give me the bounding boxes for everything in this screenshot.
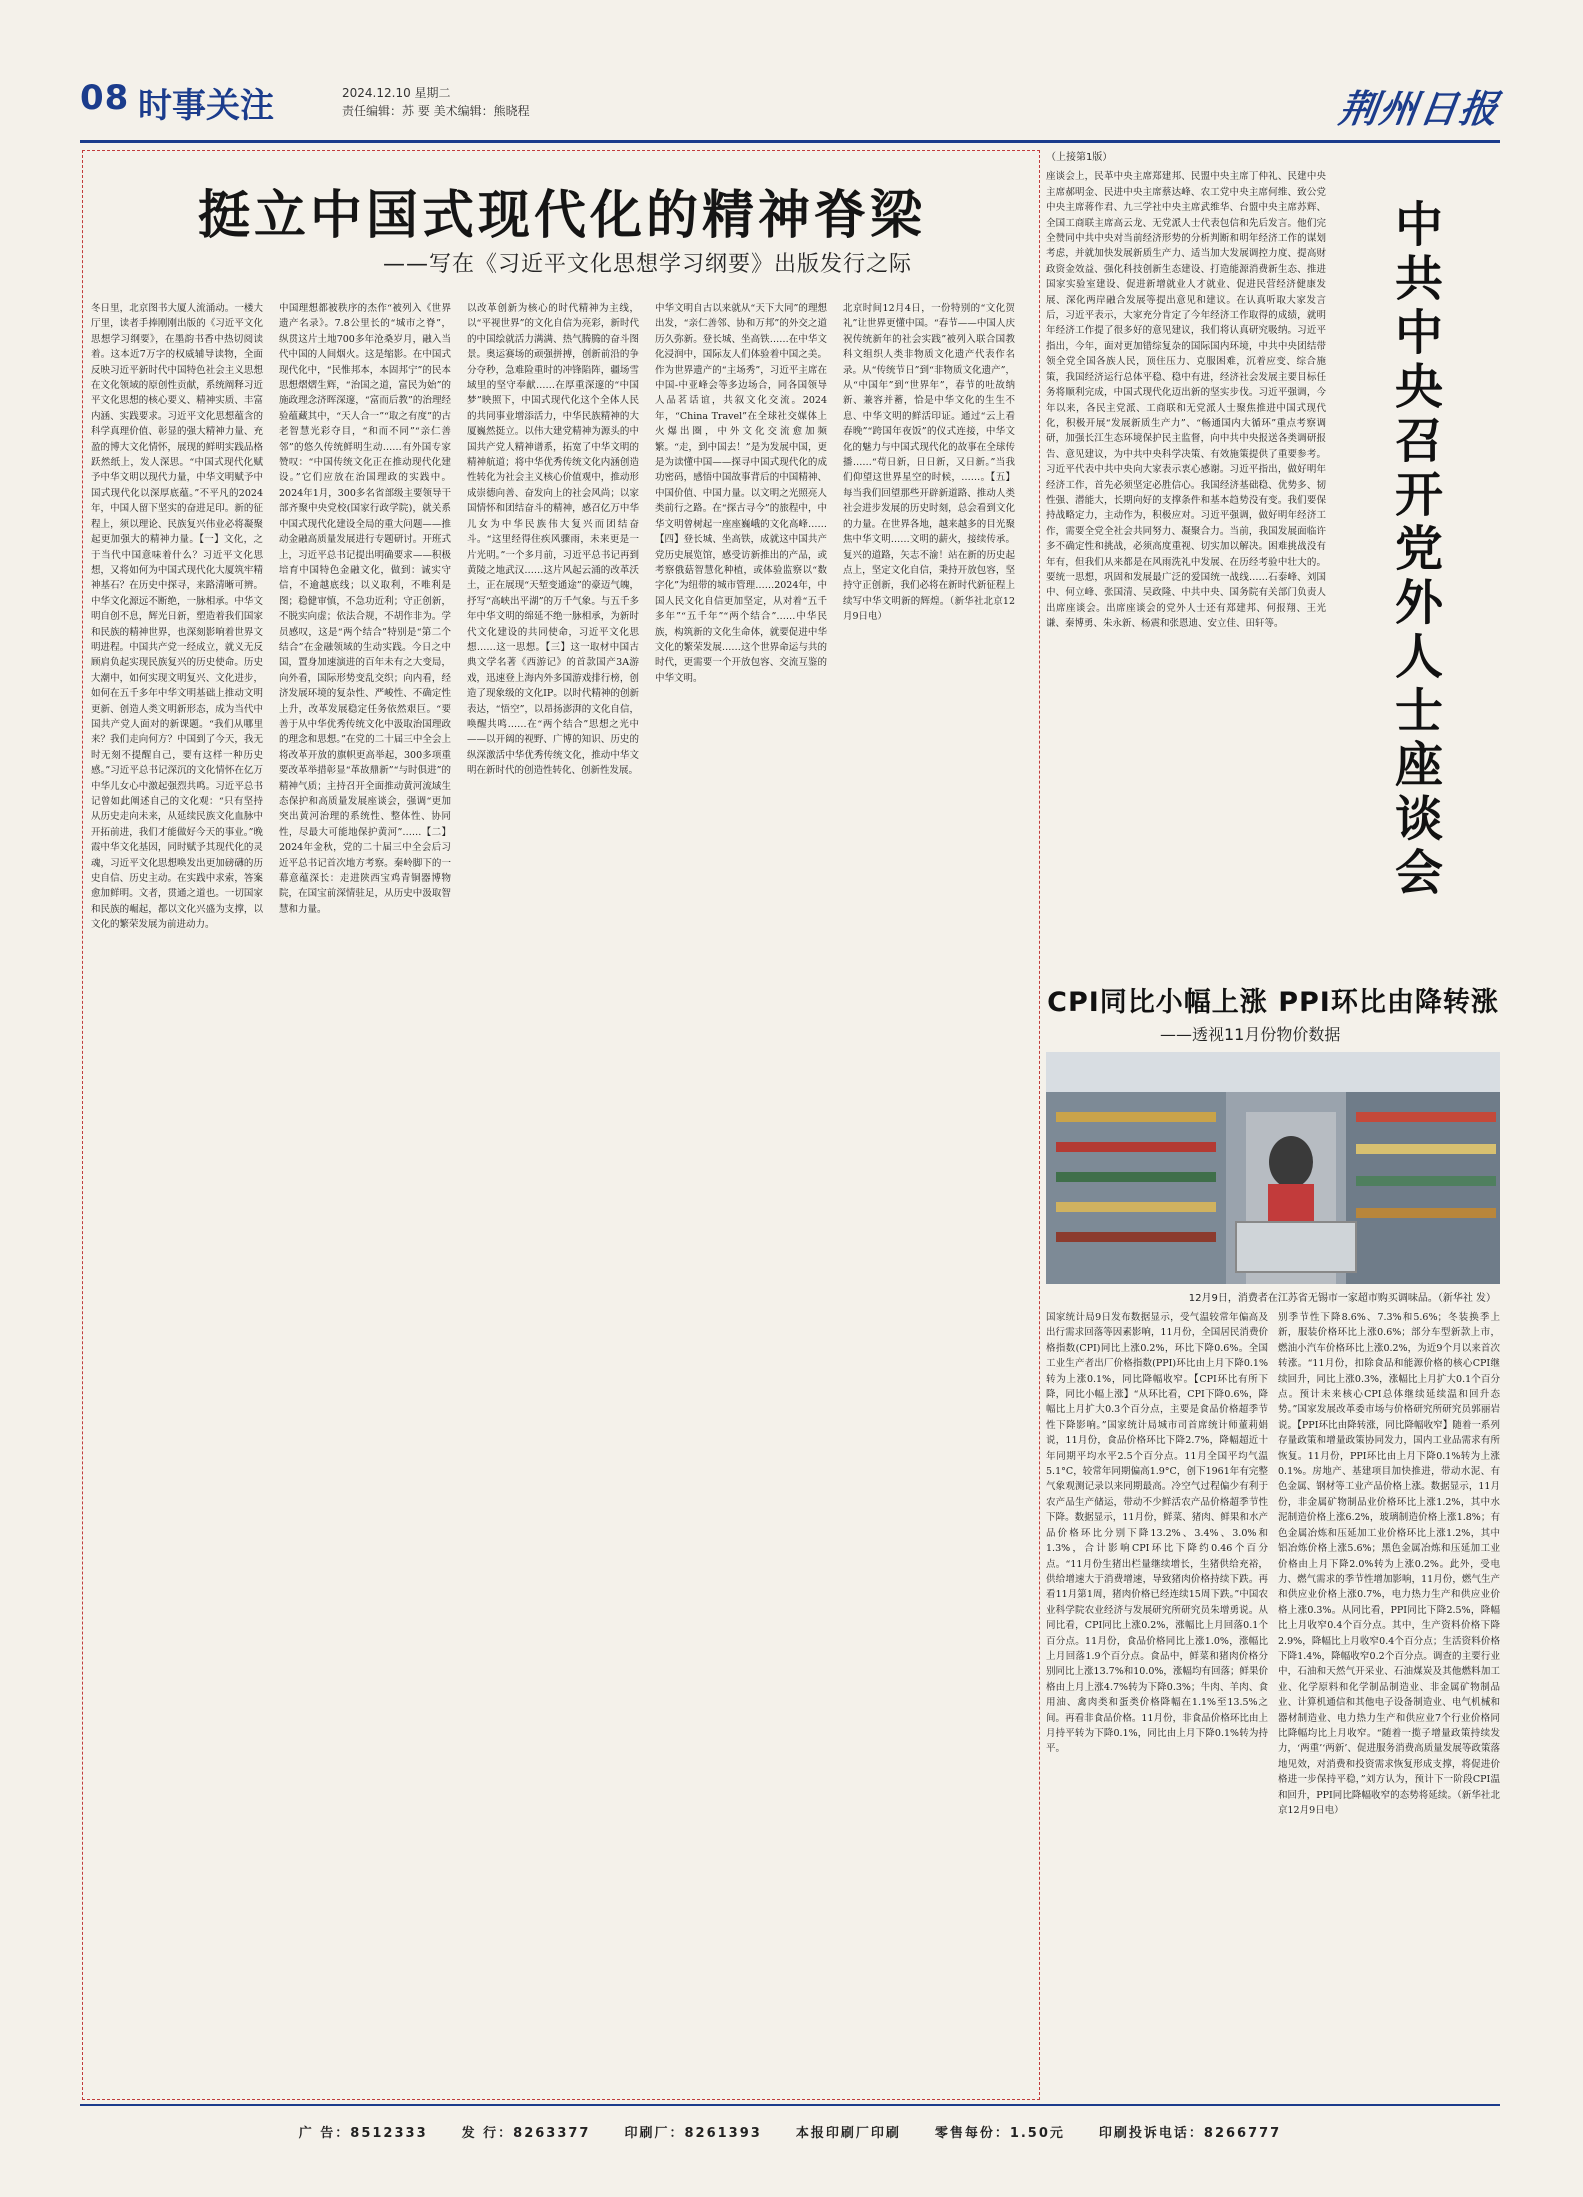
- footer: [80, 2108, 1500, 2158]
- cpi-subtitle: ——透视11月份物价数据: [1160, 1025, 1341, 1044]
- distribution-phone: 发 行：8263377: [461, 2126, 591, 2141]
- feature-article: [82, 150, 1040, 2100]
- retail-price: 零售每份：1.50元: [934, 2126, 1065, 2141]
- article-column: 冬日里，北京图书大厦人流涌动。一楼大厅里，读者手捧刚刚出版的《习近平文化思想学习纲要》，在墨韵书香中热切阅读着。这本近7万字的权威辅导读物，全面反映习近平新时代中国特色社会主义思想在文化领域的原创性贡献，系统阐释习近平文化思想的核心要义、精神实质、丰富内涵、实践要求。习近平文化思想蕴含的科学真理价值、彰显的强大精神力量、充盈的博大文化情怀，展现的鲜明实践品格跃然纸上，发人深思。“中国式现代化赋予中华文明以现代力量，中华文明赋予中国式现代化以深厚底蕴。”不平凡的2024年，中国人留下坚实的奋进足印。新的征程上，须以理论、民族复兴伟业必将凝聚起更加强大的精神力量。【一】文化，之于当代中国意味着什么？习近平文化思想，又将如何为中国式现代化大厦筑牢精神基石？在历史中探寻，来路清晰可辨。中华文化源远不断绝，一脉相承。中华文明自创不息，辉光日新，塑造着我们国家和民族的精神世界，也深刻影响着世界文明进程。中国共产党一经成立，就义无反顾肩负起实现民族复兴的历史使命。历史大潮中，如何实现文明复兴、文化进步，如何在五千多年中华文明基础上推动文明更新、创造人类文明新形态，成为当代中国共产党人面对的新课题。“我们从哪里来？我们走向何方？中国到了今天，我无时无刻不提醒自己，要有这样一种历史感。”习近平总书记深沉的文化情怀在亿万中华儿女心中激起强烈共鸣。习近平总书记曾如此阐述自己的文化观：“只有坚持从历史走向未来，从延续民族文化血脉中开拓前进，我们才能做好今天的事业。”晚霞中华文化基因，同时赋予其现代化的灵魂，习近平文化思想唤发出更加磅礴的历史自信、历史主动。在实践中求索，答案愈加鲜明。文者，贯通之道也。一切国家和民族的崛起，都以文化兴盛为支撑，以文化的繁荣发展为前进动力。: [91, 303, 263, 931]
- page-number: 08: [80, 78, 130, 118]
- cpi-column: 别季节性下降8.6%、7.3%和5.6%；冬装换季上新，服装价格环比上涨0.6%；部分车型新款上市，燃油小汽车价格环比上涨0.2%，为近9个月以来首次转涨。“11月份，扣除食品和能源价格的核心CPI继续回升，同比上涨0.3%，涨幅比上月扩大0.1个百分点。预计未来核心CPI总体继续延续温和回升态势。”国家发展改革委市场与价格研究所研究员郭丽岩说。【PPI环比由降转涨，同比降幅收窄】随着一系列存量政策和增量政策协同发力，国内工业品需求有所恢复。11月份，PPI环比由上月下降0.1%转为上涨0.1%。房地产、基建项目加快推进，带动水泥、有色金属、钢材等工业产品价格上涨。数据显示，11月份，非金属矿物制品业价格环比上涨1.2%，其中水泥制造价格上涨6.2%，玻璃制造价格上涨1.8%；有色金属冶炼和压延加工业价格环比上涨1.2%，其中铝冶炼价格上涨5.6%；黑色金属冶炼和压延加工业价格由上月下降2.0%转为上涨0.2%。此外，受电力、燃气需求的季节性增加影响，11月份，燃气生产和供应业价格上涨0.7%，电力热力生产和供应业价格上涨0.3%。从同比看，PPI同比下降2.5%，降幅比上月收窄0.4个百分点。其中，生产资料价格下降2.9%，降幅比上月收窄0.4个百分点；生活资料价格下降1.4%，降幅收窄0.2个百分点。调查的主要行业中，石油和天然气开采业、石油煤炭及其他燃料加工业、化学原料和化学制品制造业、非金属矿物制品业、计算机通信和其他电子设备制造业、电气机械和器材制造业、电力热力生产和供应业7个行业价格同比降幅均比上月收窄。“随着一揽子增量政策持续发力，‘两重’‘两新’、促进服务消费高质量发展等政策落地见效，对消费和投资需求恢复形成支撑，将促进价格进一步保持平稳，”刘方认为，预计下一阶段CPI温和回升，PPI同比降幅收窄的态势将延续。（新华社北京12月9日电）: [1278, 1312, 1500, 1816]
- printer-name: 本报印刷厂印刷: [795, 2126, 901, 2141]
- article-column: 中国理想都被秩序的杰作“被列入《世界遗产名录》。7.8公里长的“城市之脊”，纵贯这片土地700多年沧桑岁月，融入当代中国的人间烟火。这是缩影。在中国式现代化中，“民惟邦本，本固邦宁”的民本思想熠熠生辉，“治国之道，富民为始”的施政理念济晖深邃，“富而后教”的治理经验蕴藏其中，“天人合一”“取之有度”的古老智慧光彩夺目，“和而不同”“亲仁善邻”的悠久传统鲜明生动……有外国专家赞叹：“中国传统文化正在推动现代化建设。”它们应放在治国理政的实践中。2024年1月，300多名省部级主要领导干部齐聚中央党校(国家行政学院)，就关系中国式现代化建设全局的重大问题——推动金融高质量发展进行专题研讨。开班式上，习近平总书记提出明确要求——积极培育中国特色金融文化，做到：诚实守信，不逾越底线；以义取利，不唯利是图；稳健审慎，不急功近利；守正创新，不脱实向虚；依法合规，不胡作非为。学员感叹，这是“两个结合”特别是“第二个结合”在金融领域的生动实践。今日之中国，置身加速演进的百年未有之大变局，向外看，国际形势变乱交织；向内看，经济发展环境的复杂性、严峻性、不确定性上升，改革发展稳定任务依然艰巨。“要善于从中华优秀传统文化中汲取治国理政的理念和思想。”在党的二十届三中全会上将改革开放的旗帜更高举起，300多项重要改革举措彰显“革故鼎新”“与时俱进”的精神气质；主持召开全面推动黄河流域生态保护和高质量发展座谈会，强调“更加突出黄河治理的系统性、整体性、协同性，尽最大可能地保护黄河”……【二】2024年金秋，党的二十届三中全会后习近平总书记首次地方考察。秦岭脚下的一幕意蕴深长：走进陕西宝鸡青铜器博物院，在国宝前深情驻足，从历史中汲取智慧和力量。: [279, 303, 451, 915]
- cpi-headline: CPI同比小幅上涨 PPI环比由降转涨: [1047, 987, 1499, 1018]
- vertical-headline: 中共中央召开党外人士座谈会: [1386, 199, 1443, 901]
- feature-subtitle: ——写在《习近平文化思想学习纲要》出版发行之际: [383, 252, 913, 277]
- supermarket-photo: [1046, 1052, 1500, 1284]
- feature-headline: 挺立中国式现代化的精神脊梁: [197, 185, 926, 246]
- photo-caption: 12月9日，消费者在江苏省无锡市一家超市购买调味品。（新华社 发）: [1188, 1293, 1496, 1304]
- continued-article: [1046, 150, 1326, 970]
- article-column: 北京时间12月4日，一份特别的“文化贺礼”让世界更懂中国。“春节——中国人庆祝传统新年的社会实践”被列入联合国教科文组织人类非物质文化遗产代表作名录。从“传统节日”到“非物质文化遗产”，从“中国年”到“世界年”，春节的吐故纳新、兼容并蓄，恰是中华文化的生生不息、中华文明的鲜活印证。通过“云上看春晚”“跨国年夜饭”的仪式连接，中华文化的魅力与中国式现代化的故事在全球传播……“苟日新，日日新，又日新。”当我们仰望这世界星空的时候，……。【五】每当我们回望那些开辟新道路、推动人类社会进步发展的历史时刻，总会看到文化的力量。在世界各地，越来越多的目光聚焦中华文明……文明的薪火，接续传承。复兴的道路，矢志不渝！站在新的历史起点上，坚定文化自信，秉持开放包容，坚持守正创新，我们必将在新时代新征程上续写中华文明新的辉煌。（新华社北京12月9日电）: [843, 303, 1015, 623]
- section-title: 时事关注: [138, 86, 274, 126]
- edition-meta: [342, 84, 530, 120]
- newspaper-logo: 荆州日报: [1336, 86, 1503, 131]
- continued-body: 座谈会上，民革中央主席郑建邦、民盟中央主席丁仲礼、民建中央主席郝明金、民进中央主席蔡达峰、农工党中央主席何维、致公党中央主席蒋作君、九三学社中央主席武维华、台盟中央主席苏辉、全国工商联主席高云龙、无党派人士代表包信和先后发言。他们完全赞同中共中央对当前经济形势的分析判断和明年经济工作的谋划考虑，并就加快发展新质生产力、适当加大发展调控力度、提高财政资金效益、强化科技创新生态建设、打造能源消费新生态、推进国家实验室建设、促进新增就业人才就业、促进民营经济健康发展、深化两岸融合发展等提出意见和建议。在认真听取大家发言后，习近平表示，大家充分肯定了今年经济工作取得的成绩，就明年经济工作提了很多好的意见建议，我们将认真研究吸纳。习近平指出，今年，面对更加错综复杂的国际国内环境，中共中央团结带领全党全国各族人民，顶住压力、克服困难，沉着应变、综合施策，我国经济运行总体平稳、稳中有进，经济社会发展主要目标任务将顺利完成，中国式现代化迈出新的坚实步伐。习近平强调，今年以来，各民主党派、工商联和无党派人士聚焦推进中国式现代化，积极开展“发展新质生产力”、“畅通国内大循环”重点考察调研，加强长江生态环境保护民主监督，向中共中央报送各类调研报告、意见建议，为中共中央科学决策、有效施策提供了重要参考。习近平代表中共中央向大家表示衷心感谢。习近平指出，做好明年经济工作，首先必须坚定必胜信心。我国经济基础稳、优势多、韧性强、潜能大，长期向好的支撑条件和基本趋势没有变。我们要保持战略定力，主动作为，积极应对。习近平强调，做好明年经济工作，需要全党全社会共同努力、凝聚合力。当前，我国发展面临许多不确定性和挑战，必须高度重视、切实加以解决。困难挑战没有年有，但我们从来都是在风雨洗礼中发展、在历经考验中壮大的。要统一思想，巩固和发展最广泛的爱国统一战线……石泰峰、刘国中、何立峰、张国清、吴政隆、中共中央、国务院有关部门负责人出席座谈会。出席座谈会的党外人士还有郑建邦、何报翔、王光谦、秦博勇、朱永新、杨震和张恩迪、安立佳、田轩等。: [1046, 171, 1326, 630]
- issue-date: 2024.12.10 星期二: [342, 86, 451, 100]
- cpi-column: 国家统计局9日发布数据显示，受气温较常年偏高及出行需求回落等因素影响，11月份，全国居民消费价格指数(CPI)同比上涨0.2%，环比下降0.6%。全国工业生产者出厂价格指数(PPI)环比由上月下降0.1%转为上涨0.1%，同比降幅收窄。【CPI环比有所下降，同比小幅上涨】“从环比看，CPI下降0.6%，降幅比上月扩大0.3个百分点，主要是食品价格超季节性下降影响。”国家统计局城市司首席统计师董莉娟说，11月份，食品价格环比下降2.7%，降幅超近十年同期平均水平2.5个百分点。11月全国平均气温5.1°C，较常年同期偏高1.9°C，创下1961年有完整气象观测记录以来同期最高。冷空气过程偏少有利于农产品生产储运，带动不少鲜活农产品价格超季节性下降。数据显示，11月份，鲜菜、猪肉、鲜果和水产品价格环比分别下降13.2%、3.4%、3.0%和1.3%，合计影响CPI环比下降约0.46个百分点。“11月份生猪出栏量继续增长，生猪供给充裕，供给增速大于消费增速，导致猪肉价格持续下跌。再看11月第1周，猪肉价格已经连续15周下跌。”中国农业科学院农业经济与发展研究所研究员朱增勇说。从同比看，CPI同比上涨0.2%，涨幅比上月回落0.1个百分点。11月份，食品价格同比上涨1.0%，涨幅比上月回落1.9个百分点。食品中，鲜菜和猪肉价格分别同比上涨13.7%和10.0%，涨幅均有回落；鲜果价格由上月上涨4.7%转为下降0.3%；牛肉、羊肉、食用油、禽肉类和蛋类价格降幅在1.1%至13.5%之间。再看非食品价格。11月份，非食品价格环比由上月持平转为下降0.1%，同比由上月下降0.1%转为持平。: [1046, 1312, 1268, 1755]
- complaint-phone: 印刷投诉电话：8266777: [1098, 2126, 1282, 2141]
- article-column: 以改革创新为核心的时代精神为主线，以“平视世界”的文化自信为亮彩，新时代的中国绘就活力满满、热气腾腾的奋斗图景。奥运赛场的顽强拼搏，创新前沿的争分夺秒，急难险重时的冲锋陷阵，疆场雪域里的坚守奉献……在厚重深邃的“中国梦”映照下，中国式现代化这个全体人民的共同事业增添活力，中华民族精神的大厦巍然挺立。以伟大建党精神为源头的中国共产党人精神谱系，拓宽了中华文明的精神航道；将中华优秀传统文化内涵创造性转化为社会主义核心价值观中，推动形成崇德向善、奋发向上的社会风尚；以家国情怀和团结奋斗的精神，感召亿万中华儿女为中华民族伟大复兴而团结奋斗。“这里经得住疾风骤雨，未来更是一片光明。”一个多月前，习近平总书记再到黄陵之地武汉……这片风起云涌的改革沃土，正在展现“天堑变通途”的豪迈气魄，抒写“高峡出平湖”的万千气象。与五千多年中华文明的绵延不绝一脉相承，为新时代文化建设的共同使命，习近平文化思想……这一思想。【三】这一取材中国古典文学名著《西游记》的首款国产3A游戏，迅速登上海内外多国游戏排行榜，创造了现象级的文化IP。以时代精神的创新表达，“悟空”，以昂扬澎湃的文化自信，唤醒共鸣……在“两个结合”思想之光中——以开阔的视野、广博的知识、历史的纵深激活中华优秀传统文化，推动中华文明在新时代的创造性转化、创新性发展。: [467, 303, 639, 777]
- editors-line: 责任编辑：苏 要 美术编辑：熊晓程: [342, 104, 530, 118]
- masthead: [80, 78, 1503, 136]
- masthead-rule: [80, 140, 1500, 143]
- photo-illustration: [1046, 1052, 1500, 1284]
- footer-rule: [80, 2104, 1500, 2106]
- continued-note: （上接第1版）: [1046, 152, 1113, 163]
- ad-phone: 广 告：8512333: [298, 2126, 428, 2141]
- printing-phone: 印刷厂：8261393: [624, 2126, 762, 2141]
- article-column: 中华文明自古以来就从“天下大同”的理想出发，“亲仁善邻、协和万邦”的外交之道历久弥新。登长城、坐高铁……在中华文化浸润中，国际友人们体验着中国之美。作为世界遗产的“主场秀”，习近平主席在中国-中亚峰会等多边场合，同各国领导人品茗话谊，共叙文化交流。2024年，“China Travel”在全球社交媒体上火爆出圈，中外文化交流愈加频繁。“走，到中国去！”是为发展中国，更是为读懂中国——探寻中国式现代化的成功密码，感悟中国故事背后的中国精神、中国价值、中国力量。以文明之光照亮人类前行之路。在“探古寻今”的旅程中，中华文明曾树起一座座巍峨的文化高峰……【四】登长城、坐高铁，成就这中国共产党历史展览馆，感受访新推出的产品，或考察俄菇智慧化种植，或体验监察以“数字化”为纽带的城市管理……2024年，中国人民文化自信更加坚定，从对着“五千多年”“五千年”“两个结合”……中华民族，构筑新的文化生命体，就要促进中华文化的繁荣发展……这个世界命运与共的时代，更需要一个开放包容、交流互鉴的中华文明。: [655, 303, 827, 684]
